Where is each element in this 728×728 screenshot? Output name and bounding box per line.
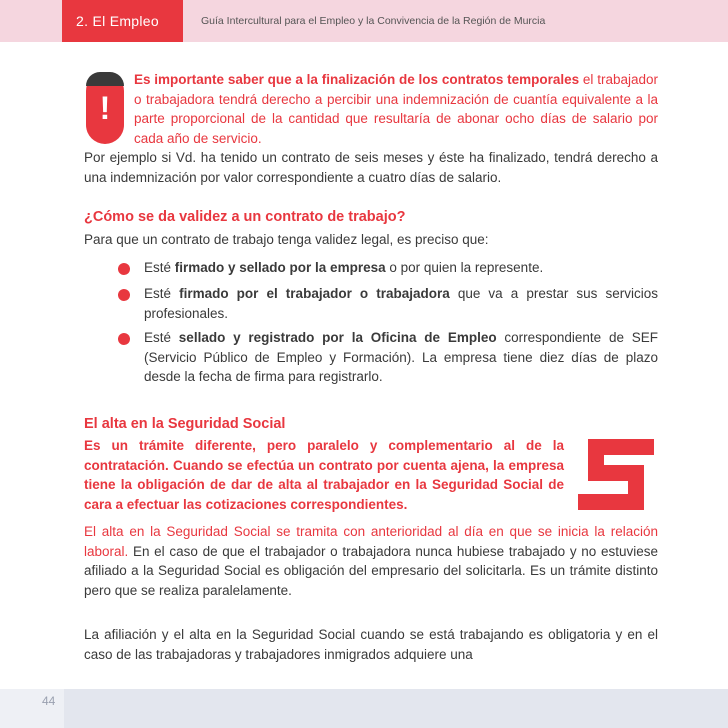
seguridad-social-logo-icon [578, 437, 654, 510]
warning-example: Por ejemplo si Vd. ha tenido un contrato de seis meses y éste ha finalizado, tendrá derecho a una indemnización por valor correspondiente a cuatro días de salario. [84, 150, 658, 185]
social-security-paragraph: El alta en la Seguridad Social se tramita con anterioridad al día en que se inicia la relación laboral. En el caso de que el trabajador o trabajadora nunca hubiese trabajado y no estuviese afiliado a la Seguridad Social es obligación del empresario del solicitarla. Es un trámite distinto pero que se realiza paralelamente. [84, 524, 658, 598]
social-security-heading: El alta en la Seguridad Social [84, 416, 286, 432]
social-security-continuation: La afiliación y el alta en la Seguridad Social cuando se está trabajando es obligatoria y en el caso de las trabajadoras y trabajadores inmigrados adquiere una [84, 627, 658, 662]
warning-lead-rest: el trabajador o trabajadora tendrá derecho a percibir una indemnización de cuantía equivalente a la parte proporcional de la cantidad que resultaría de abonar ocho días de salario por cada año de servicio. [134, 72, 658, 146]
page-number: 44 [42, 694, 56, 708]
list-item: Esté firmado y sellado por la empresa o por quien la represente. [144, 260, 544, 275]
chapter-tab: 2. El Empleo [62, 0, 183, 42]
bullet-icon [118, 333, 130, 345]
list-item: Esté sellado y registrado por la Oficina de Empleo correspondiente de SEF (Servicio Público de Empleo y Formación). La empresa tiene diez días de plazo desde la fecha de firma para registrarlo. [144, 330, 659, 384]
bullet-icon [118, 289, 130, 301]
exclamation-icon: ! [86, 72, 124, 144]
guide-title: Guía Intercultural para el Empleo y la Convivencia de la Región de Murcia [201, 15, 546, 27]
warning-paragraph [134, 70, 658, 148]
social-security-bold-block: Es un trámite diferente, pero paralelo y complementario al de la contratación. Cuando se efectúa un contrato por cuenta ajena, la empresa tiene la obligación de dar de alta al trabajador en la Seguridad Social de cara a efectuar las cotizaciones correspondientes. [84, 438, 564, 512]
warning-lead-bold: Es importante saber que a la finalización de los contratos temporales [134, 72, 580, 87]
validity-intro: Para que un contrato de trabajo tenga validez legal, es preciso que: [84, 232, 489, 247]
footer-bar [64, 689, 728, 728]
validity-heading: ¿Cómo se da validez a un contrato de trabajo? [84, 209, 406, 225]
list-item: Esté firmado por el trabajador o trabajadora que va a prestar sus servicios profesionales. [144, 286, 658, 321]
bullet-icon [118, 263, 130, 275]
